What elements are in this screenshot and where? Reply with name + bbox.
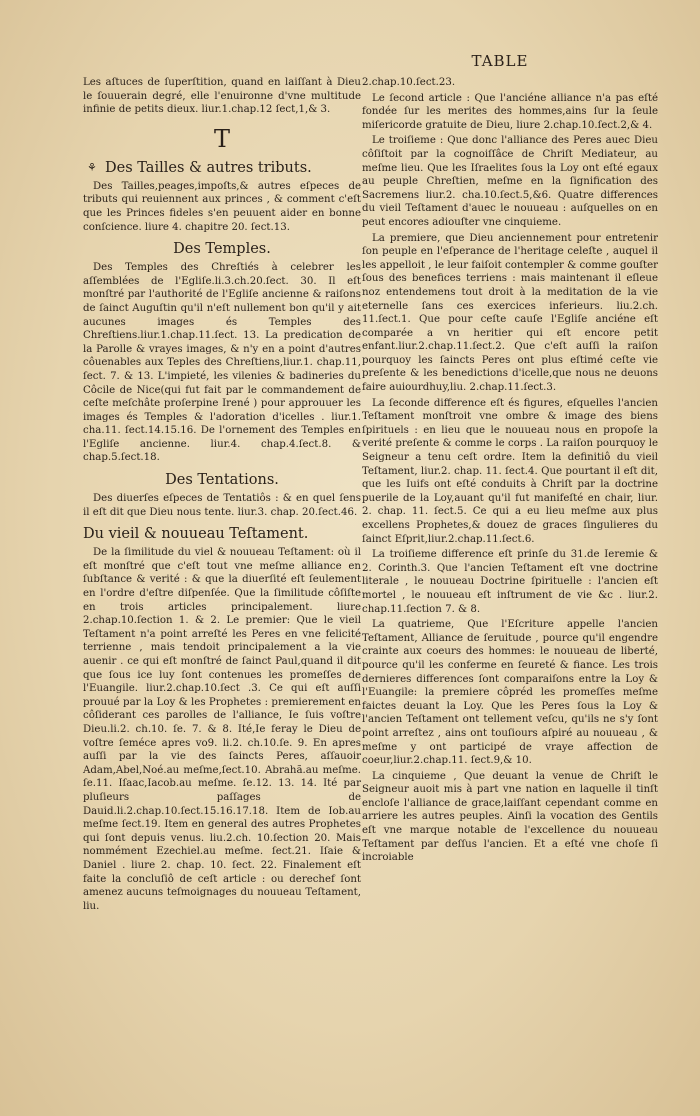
paragraph-temples: Des Temples des Chreſtiés à celebrer les aſſemblées de l'Egliſe.li.3.ch.20.ſect. 30. Il eſt monſtré par l'authorité de l'Egliſe ancienne & raiſons de ſainct Auguſtin qu'il n'eſt nullement bon qu'il y ait aucunes images és Temples des Chreſtiens.liur.1.chap.11.ſect. 13. La predication de la Parolle & vrayes images, & n'y en a point d'autres côuenables aux Teples des Chreſtiens,liur.1. chap.11, ſect. 7. & 13. L'impieté, les vilenies & badineries du Côcile de Nice(qui fut fait par le commandement de ceſte meſchâte proſerpine Irené ) pour approuuer les images és Temples & l'adoration d'icelles . liur.1. cha.11. ſect.14.15.16. De l'ornement des Temples en l'Egliſe ancienne. liur.4. chap.4.ſect.8. & chap.5.ſect.18. xyxy=(83,262,361,464)
left-column xyxy=(83,76,361,915)
paragraph-testament: De la ſimilitude du viel & nouueau Teſtament: où il eſt monſtré que c'eſt tout vne meſme alliance en ſubſtance & verité : & que la diuerſité eſt ſeulement en l'ordre d'eſtre diſpenſée. Que la ſimilitude côſiſte en trois articles principalement. liure 2.chap.10.ſection 1. & 2. Le premier: Que le vieil Teſtament n'a point arreſté les Peres en vne felicité terrienne , mais tendoit principalement a la vie auenir . ce qui eſt monſtré de ſainct Paul,quand il dit que ſous ice luy ſont contenues les promeſſes de l'Euangile. liur.2.chap.10.ſect .3. Ce qui eſt auſſi prouué par la Loy & les Prophetes : premierement en côſiderant ces parolles de l'alliance, Ie ſuis voſtre Dieu.li.2. ch.10. ſe. 7. & 8. Ité,Ie feray le Dieu de voſtre ſeméce apres vo9. li.2. ch.10.ſe. 9. En apres auſſi par la vie des ſaincts Peres, aſſauoir Adam,Abel,Noé.au meſme,ſect.10. Abrahã.au meſme. ſe.11. Iſaac,Iacob.au meſme. ſe.12. 13. 14. Ité par pluſieurs paſſages de Dauid.li.2.chap.10.ſect.15.16.17.18. Item de Iob.au meſme ſect.19. Item en general des autres Prophetes qui ſont depuis venus. liu.2.ch. 10.ſection 20. Mais nommément Ezechiel.au meſme. ſect.21. Iſaie & Daniel . liure 2. chap. 10. ſect. 22. Finalement eſt faite la concluſiô de ceſt article : ou derechef ſont amenez aucuns teſmoignages du nouueau Teſtament, liu. xyxy=(83,547,361,912)
paragraph-continuation: 2.chap.10.ſect.23. xyxy=(362,77,456,88)
paragraph-third-article: Le troiſieme : Que donc l'alliance des Peres auec Dieu côſiſtoit par la cognoiſſâce de Chriſt Mediateur, au meſme lieu. Que les Iſraelites ſous la Loy ont eſté egaux au peuple Chreſtien, meſme en la ſignification des Sacremens liur.2. cha.10.ſect.5,&6. Quatre differences du vieil Teſtament d'auec le nouueau : auſquelles on en peut encores adiouſter vne cinquieme. xyxy=(362,135,658,228)
right-column xyxy=(362,76,658,867)
paragraph-third-difference: La troiſieme difference eſt prinſe du 31.de Ieremie & 2. Corinth.3. Que l'ancien Teſtament eſt vne doctrine literale , le nouueau Doctrine ſpirituelle : l'ancien eſt mortel , le nouueau eſt inſtrument de vie &c . liur.2. chap.11.ſection 7. & 8. xyxy=(362,549,658,615)
section-letter: T xyxy=(213,124,230,153)
heading-testament: Du vieil & nouueau Teſtament. xyxy=(83,526,309,543)
running-head: TABLE xyxy=(471,52,529,70)
flower-ornament-icon: ⚘ xyxy=(87,160,97,174)
paragraph-second-article: Le ſecond article : Que l'anciéne alliance n'a pas eſté fondée ſur les merites des hommes,ains ſur la ſeule miſericorde gratuite de Dieu, liure 2.chap.10.ſect.2,& 4. xyxy=(362,92,658,131)
paragraph-tentations: Des diuerſes eſpeces de Tentatiôs : & en quel ſens il eſt dit que Dieu nous tente. liur.3. chap. 20.ſect.46. xyxy=(83,493,361,518)
heading-tailles xyxy=(83,159,361,177)
heading-tailles-text: Des Tailles & autres tributs. xyxy=(105,159,312,176)
paragraph-fourth-difference: La quatrieme, Que l'Eſcriture appelle l'ancien Teſtament, Alliance de ſeruitude , pource qu'il engendre crainte aux coeurs des hommes: le nouueau de liberté, pource qu'il les conferme en ſeureté & fiance. Les trois dernieres differences ſont comparaiſons entre la Loy & l'Euangile: la premiere côpréd les promeſſes meſme faictes deuant la Loy. Que les Peres ſous la Loy & l'ancien Teſtament ont tellement veſcu, qu'ils ne s'y ſont point arreſtez , ains ont touſiours aſpiré au nouueau , & meſme y ont participé de vraye affection de coeur,liur.2.chap.11. ſect.9,& 10. xyxy=(362,619,658,767)
heading-temples: Des Temples. xyxy=(173,241,271,258)
paragraph-second-difference: La ſeconde difference eſt és figures, eſquelles l'ancien Teſtament monſtroit vne ombre & image des biens ſpirituels : en lieu que le nouueau nous en propoſe la verité preſente & comme le corps . La raiſon pourquoy le Seigneur a tenu ceſt ordre. Item la definitiô du vieil Teſtament, liur.2. chap. 11. ſect.4. Que pourtant il eſt dit, que les Iuifs ont eſté conduits à Chriſt par la doctrine puerile de la Loy,auant qu'il fut manifeſté en chair, liur. 2. chap. 11. ſect.5. Ce qui a eu lieu meſme aux plus excellens Prophetes,& douez de graces ſingulieres du ſainct Eſprit,liur.2.chap.11.ſect.6. xyxy=(362,397,658,545)
paragraph-tailles: Des Tailles,peages,impoſts,& autres eſpeces de tributs qui reuiennent aux princes , & comment c'eſt que les Princes fideles s'en peuuent aider en bonne conſcience. liure 4. chapitre 20. ſect.13. xyxy=(83,180,361,233)
paragraph-fifth-difference: La cinquieme , Que deuant la venue de Chriſt le Seigneur auoit mis à part vne nation en laquelle il tinſt encloſe l'alliance de grace,laiſſant cependant comme en arriere les autres peuples. Ainſi la vocation des Gentils eſt vne marque notable de l'excellence du nouueau Teſtament par deſſus l'ancien. Et a eſté vne choſe ſi incroiable xyxy=(362,770,658,864)
heading-tentations: Des Tentations. xyxy=(165,472,279,489)
paragraph-superstition: Les aſtuces de ſuperſtition, quand en laiſſant à Dieu le ſouuerain degré, elle l'enuironne d'vne multitude infinie de petits dieux. liur.1.chap.12 ſect,1,& 3. xyxy=(83,77,361,116)
paragraph-first-difference: La premiere, que Dieu anciennement pour entretenir ſon peuple en l'eſperance de l'heritage celeſte , auquel il les appelloit , le leur faiſoit contempler & comme gouſter ſous des benefices terriens : mais maintenant il eſleue noz entendemens tout droit à la meditation de la vie eternelle ſans ces exercices inferieurs. liu.2.ch. 11.ſect.1. Que pour ceſte cauſe l'Egliſe anciéne eſt comparée a vn heritier qui eſt encore petit enfant.liur.2.chap.11.ſect.2. Que c'eſt auſſi la raiſon pourquoy les ſaincts Peres ont plus eſtimé ceſte vie preſente & les benedictions d'icelle,que nous ne deuons faire auiourdhuy,liu. 2.chap.11.ſect.3. xyxy=(362,232,658,394)
